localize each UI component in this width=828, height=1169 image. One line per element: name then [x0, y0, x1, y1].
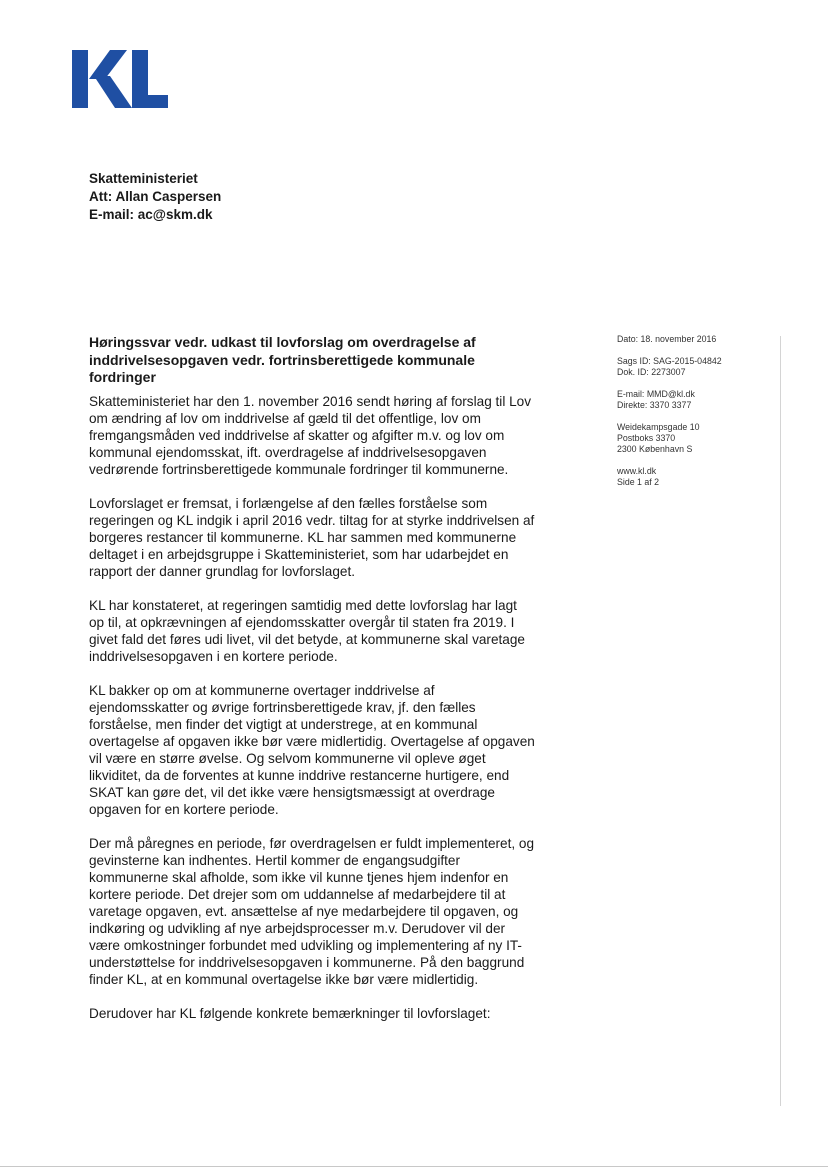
sidebar-date: Dato: 18. november 2016 [617, 334, 717, 344]
body-paragraph-3: KL har konstateret, at regeringen samtidig med dette lovforslag har lagt op til, at opkrævningen af ejendomsskatter overgår til staten fra 2019. I givet fald det føres udi livet, vil det betyde, at kommunerne skal varetage inddrivelsesopgaven i en kortere periode. [89, 598, 525, 664]
logo-letter-k-arm-lower [94, 76, 132, 108]
body-paragraph-2: Lovforslaget er fremsat, i forlængelse af den fælles forståelse som regeringen og KL indgik i april 2016 vedr. tiltag for at styrke inddrivelsen af borgeres restancer til kommunerne. KL har sammen med kommunerne deltaget i en arbejdsgruppe i Skatteministeriet, som har udarbejdet en rapport der danner grundlag for lovforslaget. [89, 496, 535, 579]
sidebar-web-group [617, 466, 722, 488]
body-paragraph-5: Der må påregnes en periode, før overdragelsen er fuldt implementeret, og gevinsterne kan indhentes. Hertil kommer de engangsudgifter kommunerne skal afholde, som ikke vil kunne tjenes hjem indenfor en kortere periode. Det drejer som om uddannelse af medarbejdere til at varetage opgaven, evt. ansættelse af nye medarbejdere til opgaven, og indkøring og udvikling af nye arbejdsprocesser m.v. Derudover vil der være omkostninger forbundet med udvikling og implementering af ny IT-understøttelse for inddrivelsesopgaven i kommunerne. På den baggrund finder KL, at en kommunal overtagelse ikke bør være midlertidig. [89, 836, 535, 987]
recipient-block [89, 170, 221, 224]
logo-letter-l [132, 50, 168, 108]
sidebar-address-group [617, 422, 722, 455]
sidebar-dok-id: Dok. ID: 2273007 [617, 367, 686, 377]
letter-sidebar [617, 334, 722, 499]
letter-subject: Høringssvar vedr. udkast til lovforslag om overdragelse af inddrivelsesopgaven vedr. fortrinsberettigede kommunale fordringer [89, 334, 476, 385]
recipient-name: Skatteministeriet [89, 171, 198, 186]
sidebar-postbox: Postboks 3370 [617, 433, 676, 443]
sidebar-contact-group [617, 389, 722, 411]
recipient-email: E-mail: ac@skm.dk [89, 207, 213, 222]
body-paragraph-1: Skatteministeriet har den 1. november 2016 sendt høring af forslag til Lov om ændring af lov om inddrivelse af gæld til det offentlige, lov om fremgangsmåden ved inddrivelse af skatter og afgifter m.v. og lov om kommunal ejendomsskat, ift. overdragelse af inddrivelsesopgaven vedrørende fortrinsberettigede kommunale fordringer til kommunerne. [89, 394, 532, 477]
body-paragraph-6: Derudover har KL følgende konkrete bemærkninger til lovforslaget: [89, 1006, 491, 1021]
sidebar-reference-group [617, 356, 722, 378]
letter-body [89, 393, 535, 1039]
kl-logo [72, 46, 168, 110]
sidebar-page-number: Side 1 af 2 [617, 477, 660, 487]
sidebar-web: www.kl.dk [617, 466, 657, 476]
sidebar-street: Weidekampsgade 10 [617, 422, 700, 432]
body-paragraph-4: KL bakker op om at kommunerne overtager inddrivelse af ejendomsskatter og øvrige fortrinsberettigede krav, jf. den fælles forståelse, men finder det vigtigt at understrege, at en kommunal overtagelse af opgaven ikke bør være midlertidig. Overtagelse af opgaven vil være en større øvelse. Og selvom kommunerne vil opleve øget likviditet, da de forventes at kunne inddrive restancerne hurtigere, end SKAT kan gøre det, vil det ikke være hensigtsmæssigt at overdrage opgaven for en kortere periode. [89, 683, 535, 817]
page-bottom-edge [0, 1166, 828, 1167]
sidebar-sags-id: Sags ID: SAG-2015-04842 [617, 356, 722, 366]
recipient-attention: Att: Allan Caspersen [89, 189, 222, 204]
sidebar-date-group [617, 334, 722, 345]
margin-rule [780, 336, 781, 1106]
sidebar-city: 2300 København S [617, 444, 693, 454]
logo-letter-k-stem [72, 50, 88, 108]
sidebar-direct-phone: Direkte: 3370 3377 [617, 400, 692, 410]
logo-letter-k-arm-upper [89, 50, 127, 79]
sidebar-email: E-mail: MMD@kl.dk [617, 389, 695, 399]
